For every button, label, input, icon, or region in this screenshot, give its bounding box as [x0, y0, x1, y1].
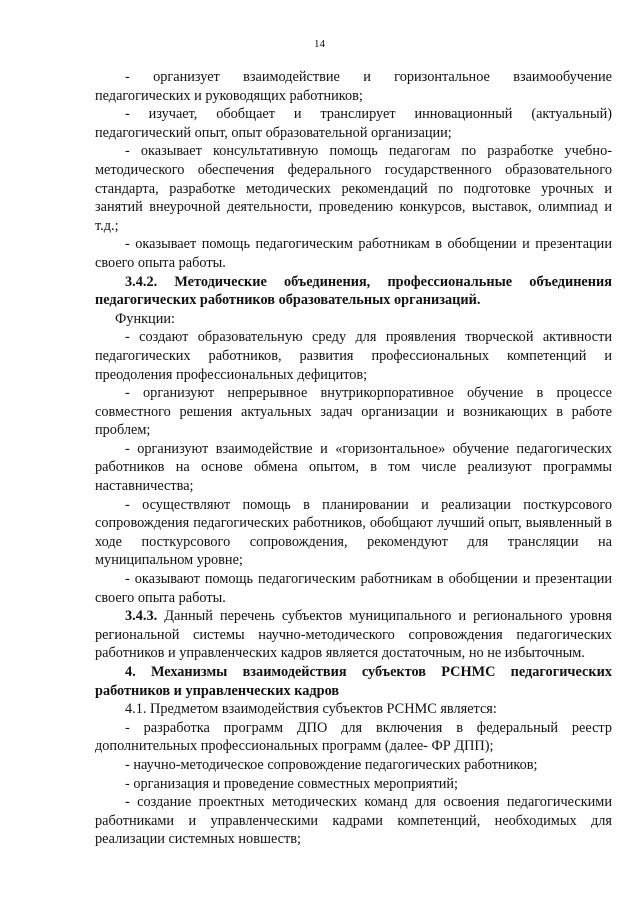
paragraph: - организует взаимодействие и горизонтальное взаимообучение педагогических и руководящих работников;	[95, 69, 612, 104]
paragraph-text: Данный перечень субъектов муниципального и регионального уровня региональной системы научно-методического сопровождения педагогических работников и управленческих кадров является достаточным, но не избыточным.	[95, 608, 613, 662]
section-number: 3.4.3.	[125, 608, 158, 625]
paragraph: 4.1. Предметом взаимодействия субъектов РСНМС является:	[125, 701, 497, 718]
paragraph: - оказывает помощь педагогическим работникам в обобщении и презентации своего опыта работы.	[95, 236, 612, 271]
paragraph: - научно-методическое сопровождение педагогических работников;	[125, 756, 538, 773]
paragraph: - оказывают помощь педагогическим работникам в обобщении и презентации своего опыта работы.	[95, 571, 612, 606]
paragraph: Функции:	[115, 310, 175, 327]
paragraph: - создают образовательную среду для проявления творческой активности педагогических работников, развития профессиональных компетенций и преодоления профессиональных дефицитов;	[95, 329, 612, 383]
paragraph: - осуществляют помощь в планировании и реализации посткурсового сопровождения педагогических работников, обобщают лучший опыт, выявленный в ходе посткурсового сопровождения, рекомендуют для трансляции на муниципальном уровне;	[95, 496, 612, 569]
paragraph: - организуют непрерывное внутрикорпоративное обучение в процессе совместного решения актуальных задач организации и возникающих в работе проблем;	[95, 385, 612, 439]
paragraph-3-4-3	[95, 607, 612, 663]
paragraph: - изучает, обобщает и транслирует инновационный (актуальный) педагогический опыт, опыт образовательной организации;	[95, 106, 612, 141]
page-number: 14	[314, 38, 325, 50]
paragraph: - разработка программ ДПО для включения в федеральный реестр дополнительных профессиональных программ (далее- ФР ДПП);	[95, 719, 612, 755]
section-heading-3-4-2: 3.4.2. Методические объединения, профессиональные объединения педагогических работников образовательных организаций.	[95, 273, 612, 309]
paragraph: - оказывает консультативную помощь педагогам по разработке учебно-методического обеспечения федерального государственного образовательного стандарта, разработке методических рекомендаций по подготовке урочных и занятий внеурочной деятельности, проведению конкурсов, выставок, олимпиад и т.д.;	[95, 143, 612, 234]
paragraph: - организуют взаимодействие и «горизонтальное» обучение педагогических работников на основе обмена опытом, в том числе реализуют программы наставничества;	[95, 440, 612, 495]
paragraph: - создание проектных методических команд для освоения педагогическими работниками и управленческими кадрами компетенций, необходимых для реализации системных новшеств;	[95, 794, 612, 848]
paragraph: - организация и проведение совместных мероприятий;	[125, 775, 458, 792]
section-heading-4: 4. Механизмы взаимодействия субъектов РСНМС педагогических работников и управленческих кадров	[95, 664, 612, 699]
document-body	[95, 68, 612, 849]
